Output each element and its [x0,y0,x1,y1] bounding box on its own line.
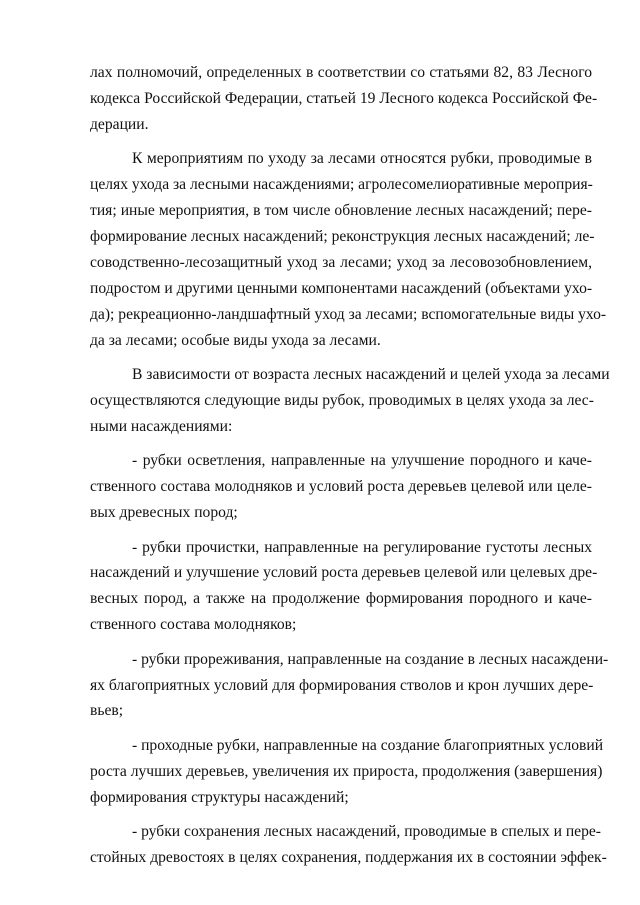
text-line: формирование лесных насаждений; реконструкция лесных насаждений; ле- [90,227,595,245]
text-line: - проходные рубки, направленные на создание благоприятных условий [132,736,604,754]
paragraph-gap [90,638,592,647]
text-line: ными насаждениями: [90,417,233,435]
text-line: К мероприятиям по уходу за лесами относятся рубки, проводимые в [132,150,592,168]
list-item [90,448,592,526]
list-item [90,535,598,639]
paragraph-continuation [90,60,598,138]
paragraph-gap [90,440,592,449]
text-line: ственного состава молодняков; [90,616,297,634]
text-line: стойных древостоях в целях сохранения, поддержания их в состоянии эффек- [90,849,607,867]
paragraph [90,146,607,353]
text-line: ях благоприятных условий для формирования стволов и крон лучших дере- [90,676,594,694]
paragraph-gap [90,811,592,820]
text-line: вых древесных пород; [90,504,238,522]
text-line: осуществляются следующие виды рубок, проводимых в целях ухода за лес- [90,391,594,409]
paragraph-gap [90,353,592,362]
text-line: насаждений и улучшение условий роста деревьев целевой или целевых дре- [90,564,598,582]
paragraph-gap [90,526,592,535]
text-line: весных пород, а также на продолжение формирования породного и каче- [90,590,592,608]
text-line: лах полномочий, определенных в соответствии со статьями 82, 83 Лесного [90,64,592,81]
paragraph-gap [90,724,592,733]
paragraph [90,362,610,440]
text-line: дерации. [90,115,149,133]
list-item [90,819,607,871]
text-line: подростом и другими ценными компонентами насаждений (объектами ухо- [90,279,593,297]
text-line: вьев; [90,702,124,720]
text-line: тия; иные мероприятия, в том числе обновление лесных насаждений; пере- [90,202,592,220]
text-line: ственного состава молодняков и условий роста деревьев целевой или целе- [90,478,592,496]
text-line: да); рекреационно-ландшафтный уход за лесами; вспомогательные виды ухо- [90,305,607,323]
list-item [90,733,604,811]
paragraph-gap [90,138,592,147]
text-line: В зависимости от возраста лесных насаждений и целей ухода за лесами [132,365,610,383]
list-item [90,647,609,725]
text-line: да за лесами; особые виды ухода за лесами. [90,331,381,349]
text-line: - рубки прореживания, направленные на создание в лесных насаждени- [132,650,609,668]
text-line: соводственно-лесозащитный уход за лесами; уход за лесовозобновлением, [90,253,592,271]
text-line: целях ухода за лесными насаждениями; агролесомелиоративные мероприя- [90,176,593,194]
text-line: - рубки сохранения лесных насаждений, проводимые в спелых и пере- [132,823,601,841]
document-body-text [90,60,610,871]
text-line: кодекса Российской Федерации, статьей 19 Лесного кодекса Российской Фе- [90,89,598,107]
text-line: формирования структуры насаждений; [90,788,349,806]
text-line: - рубки прочистки, направленные на регулирование густоты лесных [132,538,592,556]
text-line: роста лучших деревьев, увеличения их прироста, продолжения (завершения) [90,762,603,780]
text-line: - рубки осветления, направленные на улучшение породного и каче- [132,452,592,470]
